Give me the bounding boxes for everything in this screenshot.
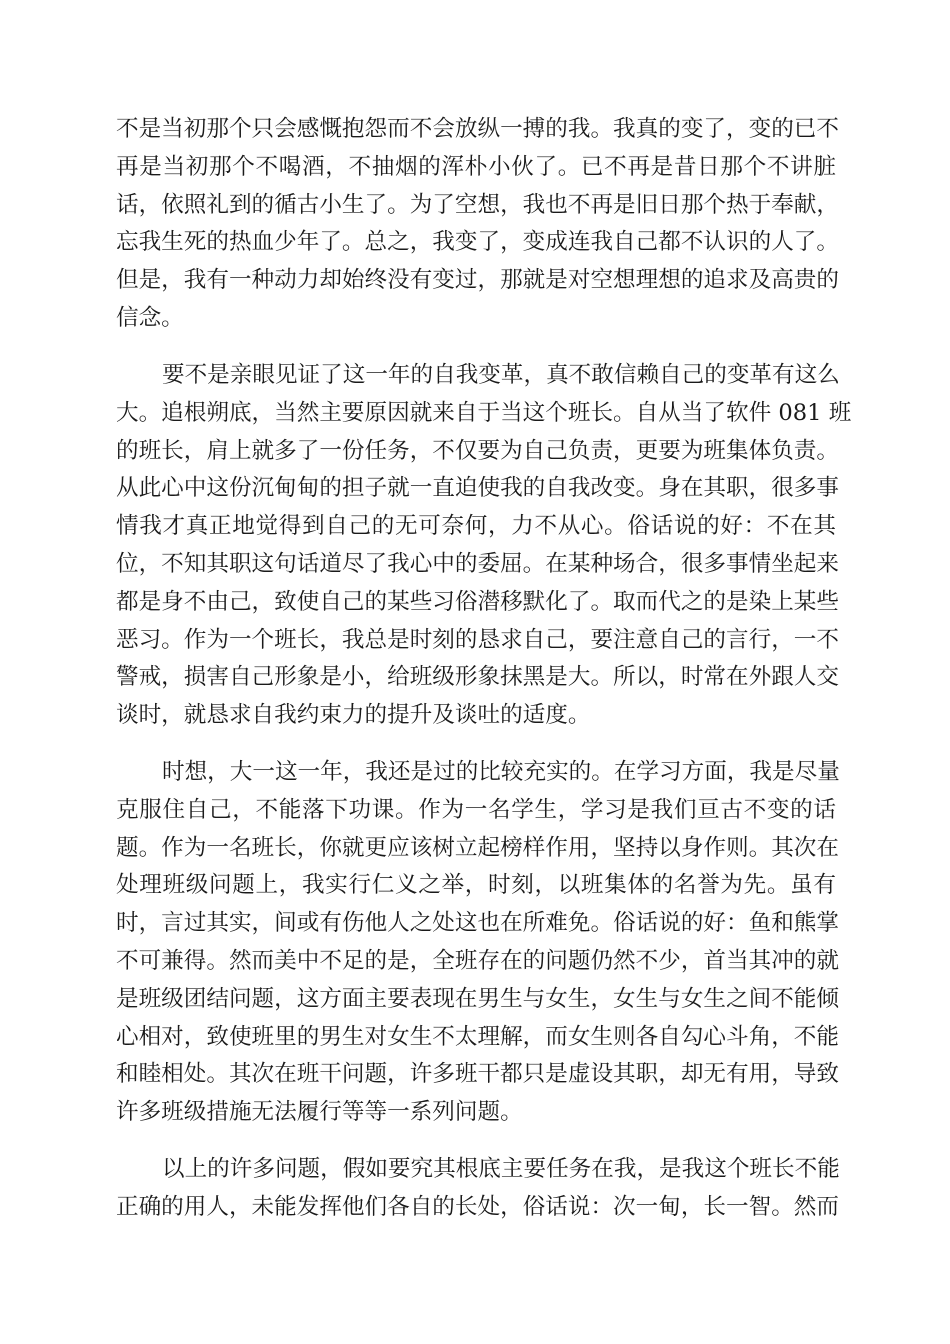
paragraph-line: 时，言过其实，间或有伤他人之处这也在所难免。俗话说的好：鱼和熊掌 xyxy=(116,910,839,937)
paragraph-line: 从此心中这份沉甸甸的担子就一直迫使我的自我改变。身在其职，很多事 xyxy=(116,475,839,502)
paragraph-line: 正确的用人，未能发挥他们各自的长处，俗话说：次一甸，长一智。然而 xyxy=(116,1193,839,1220)
paragraph-line: 情我才真正地觉得到自己的无可奈何，力不从心。俗话说的好：不在其 xyxy=(116,513,836,540)
paragraph-line: 不可兼得。然而美中不足的是，全班存在的问题仍然不少，首当其冲的就 xyxy=(116,947,839,974)
paragraph-line: 时想，大一这一年，我还是过的比较充实的。在学习方面，我是尽量 xyxy=(162,759,840,785)
paragraph-line: 信念。 xyxy=(116,304,184,331)
paragraph-line: 再是当初那个不喝酒，不抽烟的浑朴小伙了。已不再是昔日那个不讲脏 xyxy=(116,153,836,180)
paragraph-line: 和睦相处。其次在班干问题，许多班干都只是虚设其职，却无有用，导致 xyxy=(116,1061,839,1088)
paragraph-line: 都是身不由己，致使自己的某些习俗潜移默化了。取而代之的是染上某些 xyxy=(116,588,839,615)
paragraph-3 xyxy=(116,754,840,1132)
paragraph-line: 处理班级问题上，我实行仁义之举，时刻，以班集体的名誉为先。虽有 xyxy=(116,872,836,899)
paragraph-line: 许多班级措施无法履行等等一系列问题。 xyxy=(116,1099,523,1126)
paragraph-line: 位，不知其职这句话道尽了我心中的委屈。在某种场合，很多事情坐起来 xyxy=(116,550,839,577)
paragraph-line: 大。追根朔底，当然主要原因就来自于当这个班长。自从当了软件 081 班 xyxy=(116,399,852,426)
paragraph-1 xyxy=(116,111,839,338)
paragraph-line: 以上的许多问题，假如要究其根底主要任务在我，是我这个班长不能 xyxy=(162,1156,840,1182)
paragraph-line: 的班长，肩上就多了一份任务，不仅要为自己负责，更要为班集体负责。 xyxy=(116,437,839,464)
paragraph-line: 警戒，损害自己形象是小，给班级形象抹黑是大。所以，时常在外跟人交 xyxy=(116,664,839,691)
paragraph-line: 是班级团结问题，这方面主要表现在男生与女生，女生与女生之间不能倾 xyxy=(116,985,839,1012)
paragraph-4 xyxy=(116,1151,840,1227)
paragraph-line: 题。作为一名班长，你就更应该树立起榜样作用，坚持以身作则。其次在 xyxy=(116,834,839,861)
paragraph-2 xyxy=(116,357,852,735)
paragraph-line: 谈时，就恳求自我约束力的提升及谈吐的适度。 xyxy=(116,702,591,729)
paragraph-line: 忘我生死的热血少年了。总之，我变了，变成连我自己都不认识的人了。 xyxy=(116,229,839,256)
paragraph-line: 不是当初那个只会感慨抱怨而不会放纵一搏的我。我真的变了，变的已不 xyxy=(116,116,839,142)
paragraph-line: 但是，我有一种动力却始终没有变过，那就是对空想理想的追求及高贵的 xyxy=(116,267,839,294)
paragraph-line: 恶习。作为一个班长，我总是时刻的恳求自己，要注意自己的言行，一不 xyxy=(116,626,839,653)
paragraph-line: 要不是亲眼见证了这一年的自我变革，真不敢信赖自己的变革有这么 xyxy=(162,362,840,388)
paragraph-line: 心相对，致使班里的男生对女生不太理解，而女生则各自勾心斗角，不能 xyxy=(116,1023,839,1050)
paragraph-line: 话，依照礼到的循古小生了。为了空想，我也不再是旧日那个热于奉献， xyxy=(116,191,839,218)
paragraph-line: 克服住自己，不能落下功课。作为一名学生，学习是我们亘古不变的话 xyxy=(116,796,836,823)
